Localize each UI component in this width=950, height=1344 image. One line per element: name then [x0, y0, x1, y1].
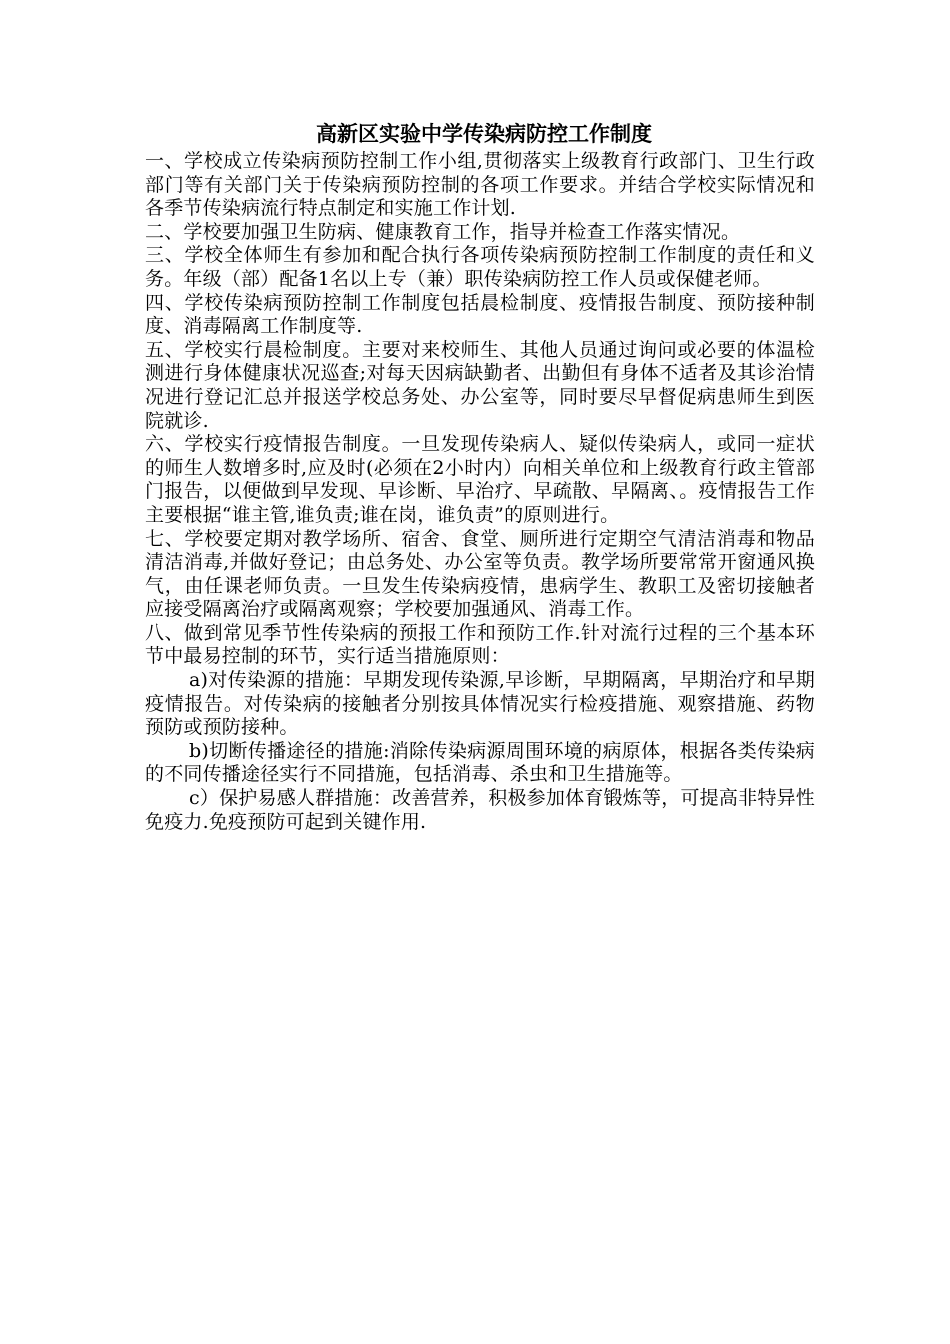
document-title: 高新区实验中学传染病防控工作制度: [316, 122, 652, 146]
paragraph-6: 六、学校实行疫情报告制度。一旦发现传染病人、疑似传染病人，或同一症状的师生人数增多时,应及时(必须在2小时内）向相关单位和上级教育行政主管部门报告，以便做到早发现、早诊断、早治疗、早疏散、早隔离、。疫情报告工作主要根据“谁主管,谁负责;谁在岗，谁负责”的原则进行。: [145, 433, 815, 526]
sub-item-c: c）保护易感人群措施：改善营养，积极参加体育锻炼等，可提高非特异性免疫力.免疫预防可起到关键作用.: [145, 787, 815, 833]
paragraph-2: 二、学校要加强卫生防病、健康教育工作，指导并检查工作落实情况。: [145, 220, 741, 243]
sub-item-b: b)切断传播途径的措施:消除传染病源周围环境的病原体，根据各类传染病的不同传播途径实行不同措施，包括消毒、杀虫和卫生措施等。: [145, 739, 815, 786]
paragraph-7: 七、学校要定期对教学场所、宿舍、食堂、厕所进行定期空气清洁消毒和物品清洁消毒,并做好登记；由总务处、办公室等负责。教学场所要常常开窗通风换气，由任课老师负责。一旦发生传染病疫情，患病学生、教职工及密切接触者应接受隔离治疗或隔离观察；学校要加强通风、消毒工作。: [145, 527, 815, 621]
paragraph-8: 八、做到常见季节性传染病的预报工作和预防工作.针对流行过程的三个基本环节中最易控制的环节，实行适当措施原则：: [145, 621, 815, 668]
document-page: [145, 118, 815, 834]
sub-item-a: a)对传染源的措施：早期发现传染源,早诊断，早期隔离，早期治疗和早期疫情报告。对传染病的接触者分别按具体情况实行检疫措施、观察措施、药物预防或预防接种。: [145, 669, 815, 739]
paragraph-5: 五、学校实行晨检制度。主要对来校师生、其他人员通过询问或必要的体温检测进行身体健康状况巡查;对每天因病缺勤者、出勤但有身体不适者及其诊治情况进行登记汇总并报送学校总务处、办公室等，同时要尽早督促病患师生到医院就诊.: [145, 338, 815, 432]
paragraph-4: 四、学校传染病预防控制工作制度包括晨检制度、疫情报告制度、预防接种制度、消毒隔离工作制度等.: [145, 291, 815, 338]
paragraph-1: 一、学校成立传染病预防控制工作小组,贯彻落实上级教育行政部门、卫生行政部门等有关部门关于传染病预防控制的各项工作要求。并结合学校实际情况和各季节传染病流行特点制定和实施工作计划.: [145, 150, 815, 220]
paragraph-3: 三、学校全体师生有参加和配合执行各项传染病预防控制工作制度的责任和义务。年级（部）配备1名以上专（兼）职传染病防控工作人员或保健老师。: [145, 244, 815, 290]
